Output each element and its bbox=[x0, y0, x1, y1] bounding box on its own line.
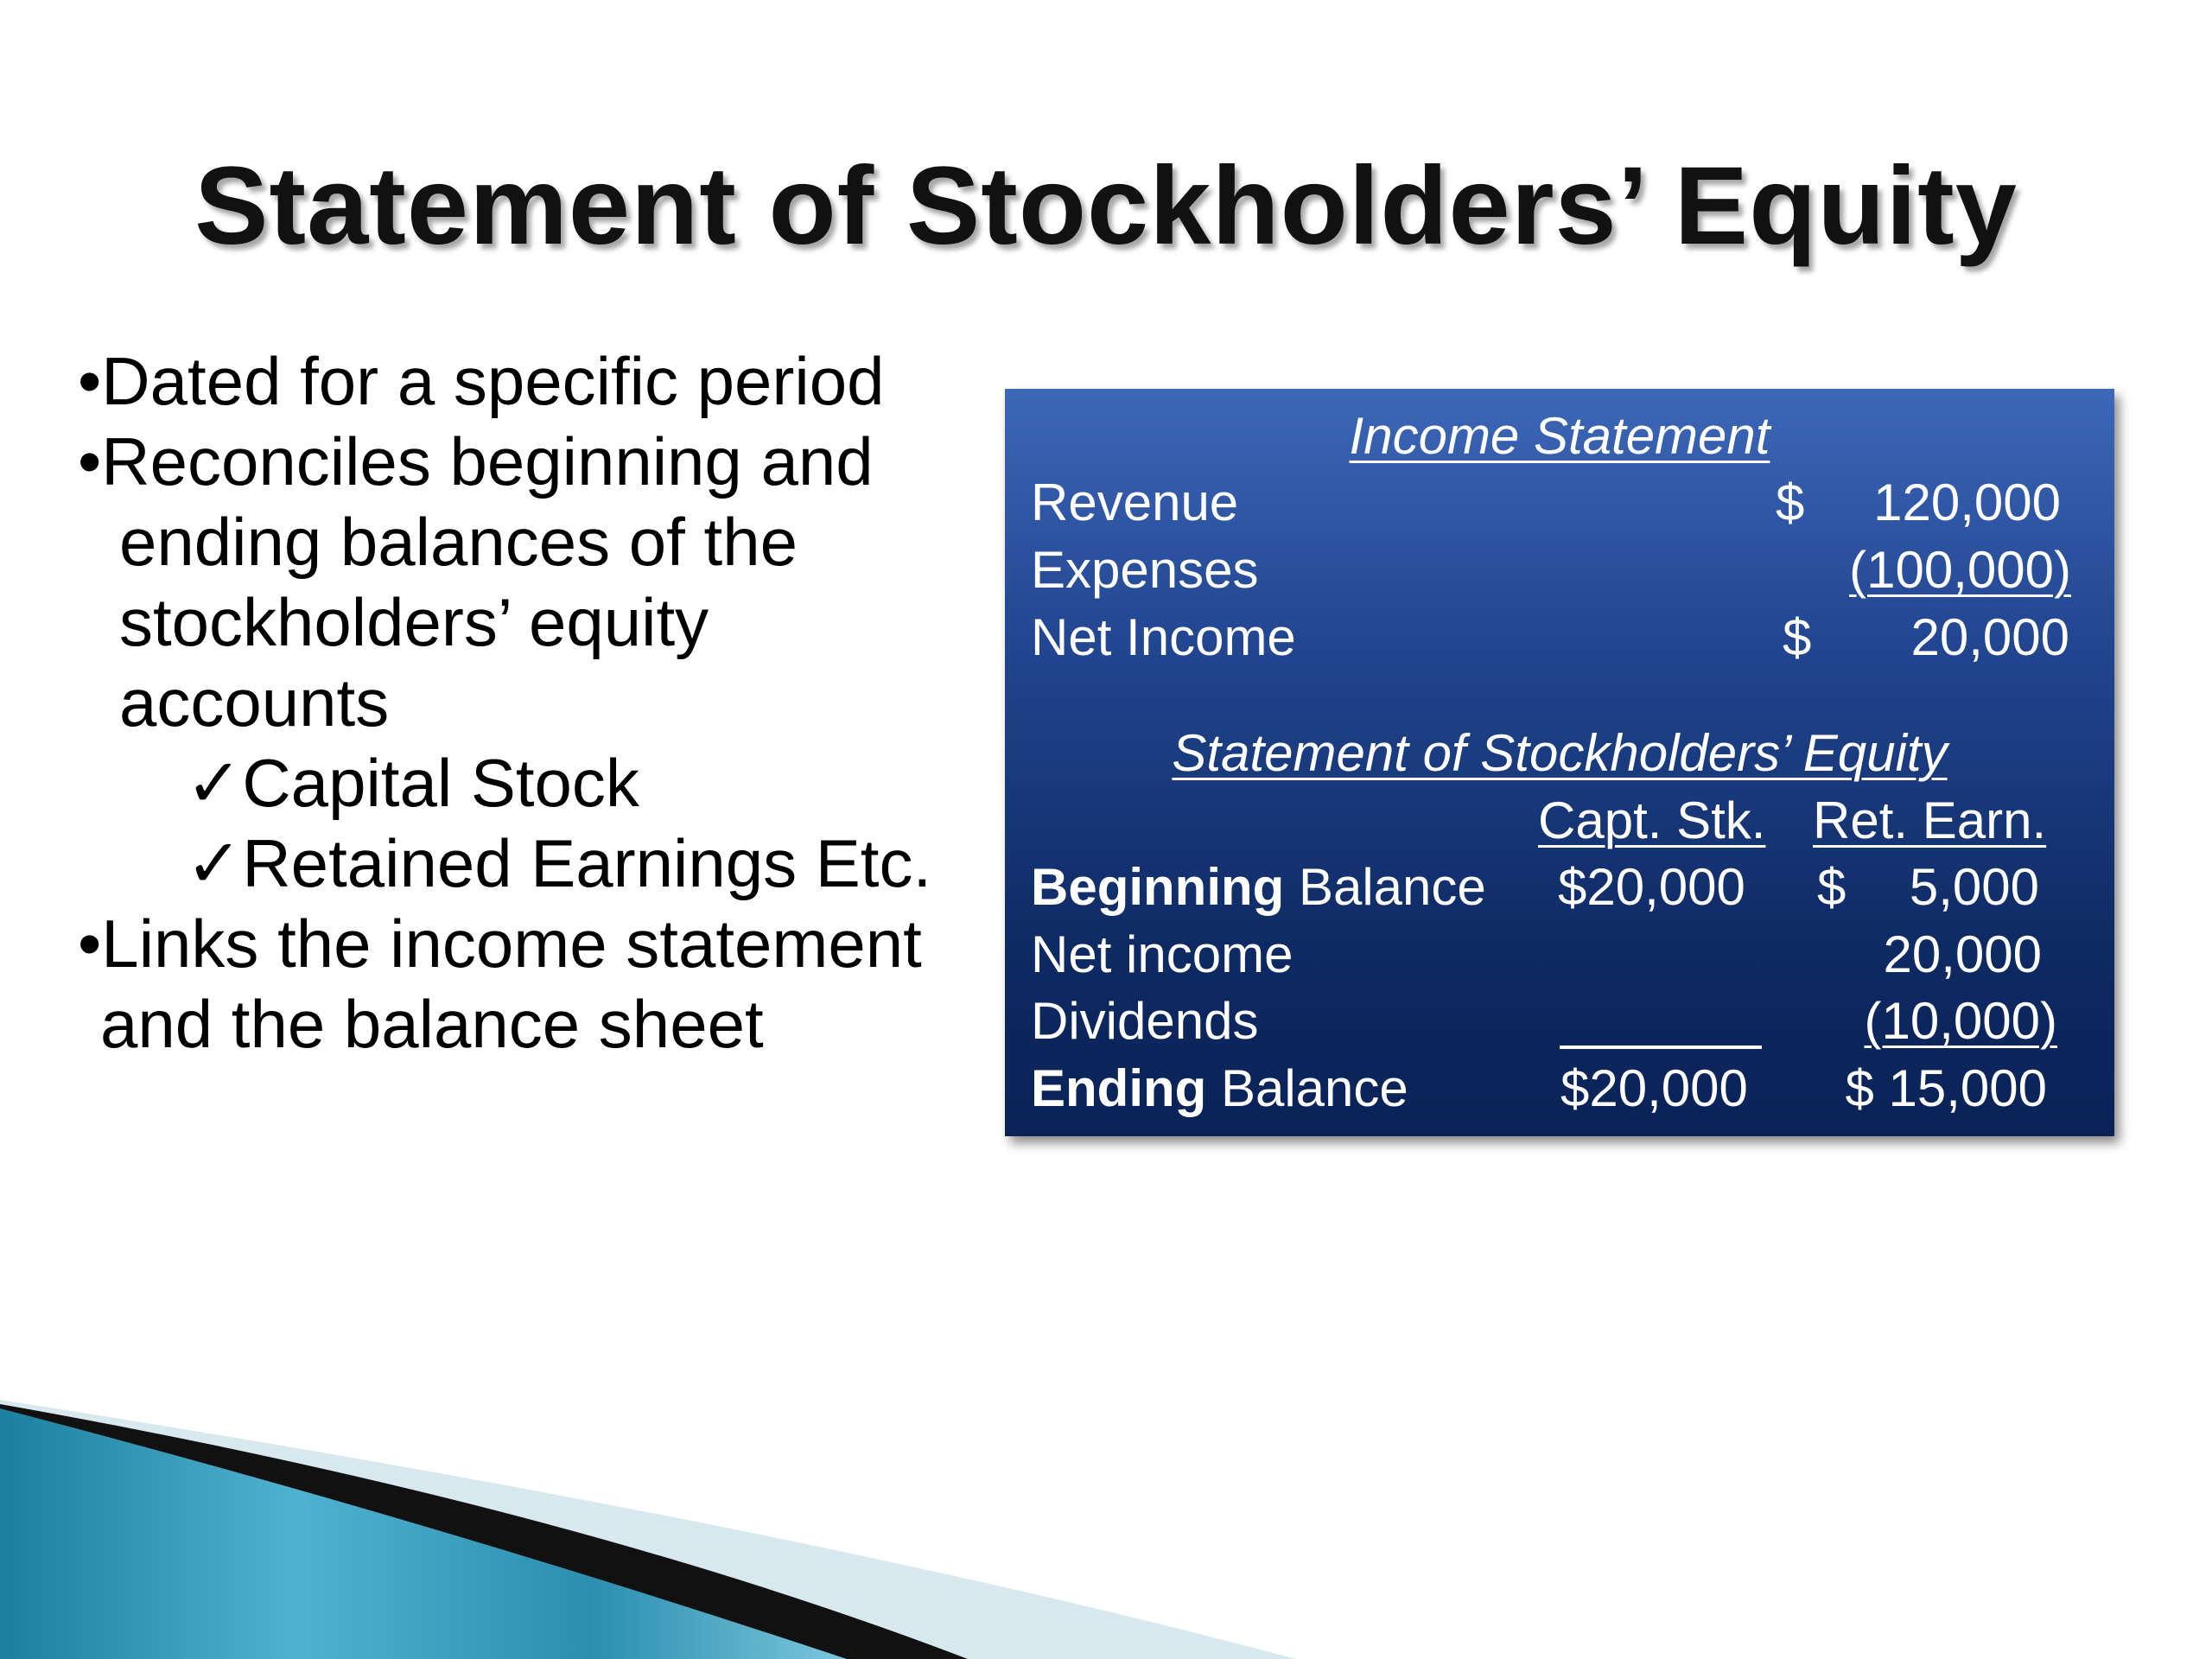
equity-row-label: Dividends bbox=[1031, 992, 1259, 1050]
retained-earnings-value: 20,000 bbox=[1883, 925, 2042, 983]
income-statement-heading: Income Statement bbox=[1349, 407, 1770, 465]
equity-row-label-bold: Ending bbox=[1031, 1059, 1207, 1117]
capital-stock-value: $20,000 bbox=[1560, 1059, 1748, 1117]
equity-row-label-bold: Beginning bbox=[1031, 858, 1285, 916]
bullet-continuation: ending balances of the bbox=[119, 504, 798, 580]
sub-bullet-item: ✓Retained Earnings Etc. bbox=[186, 825, 932, 901]
bullet-item: •Dated for a specific period bbox=[78, 343, 885, 419]
income-row-currency: $ bbox=[1776, 474, 1805, 531]
retained-earnings-value: (10,000) bbox=[1864, 992, 2057, 1050]
income-row-amount: 20,000 bbox=[1910, 608, 2069, 666]
column-header-capital-stock: Capt. Stk. bbox=[1538, 791, 1766, 849]
sub-bullet-item: ✓Capital Stock bbox=[186, 745, 639, 821]
retained-currency: $ bbox=[1817, 858, 1847, 916]
bullet-item: •Links the income statement bbox=[78, 906, 922, 982]
column-header-retained-earnings: Ret. Earn. bbox=[1813, 791, 2047, 849]
bullet-continuation: accounts bbox=[119, 664, 390, 741]
capital-stock-value: $20,000 bbox=[1558, 858, 1745, 916]
income-row-label: Expenses bbox=[1031, 541, 1259, 599]
bullet-item: •Reconciles beginning and bbox=[78, 423, 874, 499]
slide-title: Statement of Stockholders’ Equity bbox=[194, 144, 2018, 268]
income-row-label: Revenue bbox=[1031, 474, 1239, 531]
equity-row-label-rest: Balance bbox=[1284, 858, 1486, 916]
equity-row-label-rest: Balance bbox=[1206, 1059, 1408, 1117]
equity-row-label: Net income bbox=[1031, 925, 1294, 983]
income-row-amount: (100,000) bbox=[1849, 541, 2071, 599]
income-row-currency: $ bbox=[1783, 608, 1812, 666]
income-row-amount: 120,000 bbox=[1873, 474, 2061, 531]
retained-earnings-value: 5,000 bbox=[1909, 858, 2039, 916]
equity-statement-heading: Statement of Stockholders’ Equity bbox=[1172, 724, 1948, 782]
income-row-label: Net Income bbox=[1031, 608, 1296, 666]
retained-earnings-value: $ 15,000 bbox=[1845, 1059, 2047, 1117]
bullet-continuation: stockholders’ equity bbox=[119, 584, 709, 660]
bullet-continuation: and the balance sheet bbox=[100, 986, 764, 1062]
